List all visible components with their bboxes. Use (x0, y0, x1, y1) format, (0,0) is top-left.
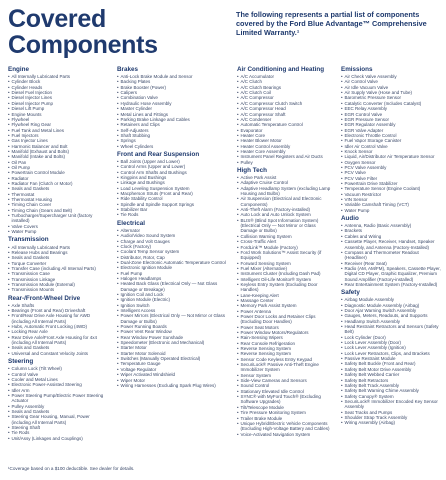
list-item: • Auto Lock and Auto Unlock System (237, 212, 333, 217)
component-columns (8, 66, 442, 466)
list-item: • Fuel Vapor Storage Canister (341, 138, 442, 143)
list-item: • Airbag Module Assembly (341, 297, 442, 302)
list-item: • Universal and Constant Velocity Joints (8, 351, 110, 356)
list-item: • Front/Rear Drive Axle Housing for AWD (including All Internal Parts) (8, 313, 110, 324)
list-item: • Gas Injector Lines (8, 138, 110, 143)
list-item: • Safety Belt Webbed Carrier (341, 372, 442, 377)
component-list (341, 297, 442, 425)
list-item: • Locking Rear Axle (8, 329, 110, 334)
list-item: • Safety Belt Retractors (341, 378, 442, 383)
section-title: Air Conditioning and Heating (237, 66, 325, 73)
list-item: • Lane-Keeping Alert (237, 293, 333, 298)
list-item: • Safety Belt Track Assembly (341, 383, 442, 388)
page-title (8, 6, 158, 58)
list-item: • Reverse Sensing System (237, 346, 333, 351)
section (8, 236, 110, 292)
list-item: • Thermostat (8, 192, 110, 197)
list-item: • Power Steering Pump/Electric Power Steering Actuator (8, 393, 110, 404)
list-item: • PCV Valve Assembly (341, 165, 442, 170)
list-item: • Cassette Player, Receiver, Handset, Speaker Assembly, and Antenna (Factory-Installed) (341, 239, 442, 250)
section-title: Rear-/Front-Wheel Drive (8, 294, 81, 302)
list-item: • Hydraulic Hose Assembly (117, 101, 229, 106)
list-item: • Sensor System (237, 373, 333, 378)
list-item: • Speedometer (Electronic and Mechanical) (117, 340, 229, 345)
section (8, 295, 110, 357)
list-item: • Compass and Thermometer Readout (Headliner) (341, 250, 442, 261)
list-item: • Air Suspension (Electrical and Electronic Components) (237, 196, 333, 207)
section (117, 151, 229, 218)
list-item: • Turbocharger/Supercharger Unit (factory installed) (8, 213, 110, 224)
list-item: • Air Supply Valve (Hose and Tube) (341, 90, 442, 95)
list-item: • Kingpins and Bushings (117, 175, 229, 180)
list-item: • Timing Chain Cover (8, 202, 110, 207)
list-item: • Electronic Power-Assisted Steering (8, 382, 110, 387)
list-item: • Electronic Throttle Control (341, 133, 442, 138)
list-item: • Combination Valve (117, 95, 229, 100)
list-item: • Ride Stability Control (117, 196, 229, 201)
list-item: • Temperature Gauge (117, 361, 229, 366)
list-item: • All Internally Lubricated Parts (8, 245, 110, 250)
list-item: • Spindle and Spindle Support Springs (117, 202, 229, 207)
list-item: • Unique Hybrid/Electric Vehicle Components (Excluding High-Voltage Battery and Cables) (237, 421, 333, 432)
list-item: • Steering Gear Housing, Manual, Power (including All Internal Parts) (8, 414, 110, 425)
list-item: • Anti-Lock Brake Module and Sensor (117, 74, 229, 79)
list-item: • Ball Joints (Upper and Lower) (117, 159, 229, 164)
list-item: • Cylinder Heads (8, 85, 110, 90)
list-item: • Brackets (341, 228, 442, 233)
section (117, 220, 229, 388)
section-title: Safety (341, 289, 360, 297)
section (237, 167, 333, 437)
list-item: • PCV Valve Filter (341, 176, 442, 181)
list-item: • Release Hubs and Bearings (8, 250, 110, 255)
list-item: • Pulley Assembly (8, 404, 110, 409)
list-item: • Rear Console Refrigeration (237, 341, 333, 346)
list-item: • Catalytic Converter (Includes Catalyst) (341, 101, 442, 106)
list-item: • Gauges, Meters, Readouts, and Supports (341, 313, 442, 318)
list-item: • Instrument Panel Registers and Air Ducts (237, 154, 333, 159)
list-item: • Rear Entertainment System (Factory-Installed) (341, 282, 442, 287)
list-item: • Valve Covers (8, 224, 110, 229)
list-item: • Reverse Sensing System (237, 351, 333, 356)
list-item: • Power Running Boards (117, 324, 229, 329)
list-item: • Heater Blower Motor (237, 138, 333, 143)
list-item: • Backing Plates (117, 79, 229, 84)
section (341, 66, 442, 213)
component-list (8, 245, 110, 293)
list-item: • Trailer Brake Module (237, 416, 333, 421)
list-item: • Seals and Gaskets (8, 255, 110, 260)
list-item: • Dual-Zone Electronic Automatic Temperature Control (117, 260, 229, 265)
list-item: • SYNC® with MyFord Touch® (Excluding Software Upgrades) (237, 394, 333, 405)
list-item: • Power Antenna (237, 309, 333, 314)
list-item: • Ignition Module (Electric) (117, 297, 229, 302)
list-item: • A/C Compressor Shaft (237, 112, 333, 117)
list-item: • Stabilizer Bar (117, 207, 229, 212)
list-item: • Axle Shafts (8, 303, 110, 308)
column-4 (341, 66, 442, 466)
list-item: • Cables and Wiring (341, 234, 442, 239)
list-item: • VIN Sensor (341, 197, 442, 202)
list-item: • Head Restraint Retractors and Sensors (Safety Belt) (341, 324, 442, 335)
list-item: • All Internally Lubricated Parts (8, 74, 110, 79)
list-item: • Wiring Harnesses (Excluding Spark Plug Wires) (117, 383, 229, 388)
list-item: • Coolant Temp Sensor system (117, 249, 229, 254)
list-item: • Cylinder Block (8, 79, 110, 84)
list-item: • Starter Motor Solenoid (117, 351, 229, 356)
list-item: • Heater Core Assembly (237, 149, 333, 154)
list-item: • Automatic Temperature Control (237, 122, 333, 127)
list-item: • Lock Lever Assembly (Ignition) (341, 345, 442, 350)
list-item: • Retainers and Clips (117, 122, 229, 127)
list-item: • Intelligent Access (117, 308, 229, 313)
list-item: • SecuriLock® Passive Anti-Theft Engine Immobilizer System (237, 362, 333, 373)
list-item: • Idler Air Control Valve (341, 144, 442, 149)
list-item: • Lock Cylinder (Door) (341, 335, 442, 340)
list-item: • A/C Clutch Coil (237, 90, 333, 95)
list-item: • Wiring Assembly (Airbag) (341, 420, 442, 425)
list-item: • Tie Rods (117, 212, 229, 217)
list-item: • Wheel Cylinders (117, 144, 229, 149)
section (8, 358, 110, 441)
list-item: • Wiper Motor (117, 378, 229, 383)
list-item: • Unit/Assy (Linkages and Couplings) (8, 436, 110, 441)
list-item: • Vacuum Restrictor (341, 192, 442, 197)
list-item: • Heated Back Glass (Electrical Only — Not Glass Damage or Breakage) (117, 281, 229, 292)
list-item: • Variable Camshaft Timing (VCT) (341, 202, 442, 207)
list-item: • Transmission Mounts (8, 287, 110, 292)
list-item: • Massage Center (237, 298, 333, 303)
list-item: • Side-View Cameras and Sensors (237, 378, 333, 383)
list-item: • Manifold (Intake and Bolts) (8, 154, 110, 159)
column-2 (117, 66, 229, 466)
section-title: Audio (341, 215, 359, 223)
list-item: • Collision Warning System (237, 234, 333, 239)
list-item: • Wiper Activated Windshield (117, 372, 229, 377)
list-item: • Manifold (Exhaust and Bolts) (8, 149, 110, 154)
list-item: • Fuel Injectors (8, 133, 110, 138)
list-item: • EGR Valve Adapter (341, 128, 442, 133)
list-item: • Switches (Manually Operated Electrical) (117, 356, 229, 361)
component-list (8, 366, 110, 441)
component-list (341, 74, 442, 213)
section-title: Electrical (117, 219, 146, 227)
list-item: • Power Mirrors (Electrical Only — Not Mirror or Glass Damage or Bulbs) (117, 313, 229, 324)
list-item: • Oil Pump (8, 165, 110, 170)
page-header (0, 0, 446, 64)
list-item: • Transfer Case (including All Internal Parts) (8, 266, 110, 271)
list-item: • A/C Accumulator (237, 74, 333, 79)
list-item: • Harmonic Balancer and Bolt (8, 144, 110, 149)
list-item: • Transmission Linkage (8, 277, 110, 282)
section-title: High Tech (237, 166, 267, 174)
list-item: • Receiver (Rear Seat) (341, 261, 442, 266)
intro-text: The following represents a partial list of components covered by the Ford Blue Advantage™ Comprehensive Limited Warranty.¹ (236, 10, 427, 37)
list-item: • Master Cylinder (117, 106, 229, 111)
list-item: • Fuel Mixer (Alternative) (237, 266, 333, 271)
section-title: Emissions (341, 66, 373, 73)
section (117, 66, 229, 149)
list-item: • Knock Sensor (341, 149, 442, 154)
component-list (117, 228, 229, 388)
list-item: • PCV Valve (341, 170, 442, 175)
list-item: • Lock Lever Retractors, Clips, and Brackets (341, 351, 442, 356)
list-item: • Springs (117, 138, 229, 143)
list-item: • Steering Shaft (8, 425, 110, 430)
list-item: • A/C Compressor (237, 95, 333, 100)
list-item: • Lock Lever Assembly (Door) (341, 340, 442, 345)
list-item: • Keyless Entry System (Excluding Door Handles) (237, 282, 333, 293)
list-item: • Starter Motor (117, 345, 229, 350)
section-title: Steering (8, 358, 34, 366)
list-item: • A/C Compressor Head (237, 106, 333, 111)
list-item: • Oil Pan (8, 160, 110, 165)
list-item: • Voltage Regulator (117, 367, 229, 372)
section (8, 66, 110, 234)
list-item: • Brake Booster (Power) (117, 85, 229, 90)
list-item: • Electronic Ignition Module (117, 265, 229, 270)
column-3 (237, 66, 333, 466)
list-item: • Shoulder Strap Track Assembly (341, 415, 442, 420)
list-item: • Active Park Assist (237, 175, 333, 180)
list-item: • Charge and Volt Gauges (117, 239, 229, 244)
list-item: • Alternator (117, 228, 229, 233)
list-item: • Tie Rods (8, 430, 110, 435)
list-item: • Control Valve (8, 372, 110, 377)
list-item: • Ford Work Solutions™ Assist Security (if Equipped) (237, 250, 333, 261)
list-item: • FordLink™ Module (Factory) (237, 245, 333, 250)
section-title: Brakes (117, 66, 139, 73)
list-item: • Water Pump (341, 208, 442, 213)
list-item: • Power Seat Motors (237, 325, 333, 330)
list-item: • Adaptive Cruise Control (237, 180, 333, 185)
list-item: • Load Leveling Suspension System (117, 186, 229, 191)
list-item: • Metal Lines and Fittings (117, 112, 229, 117)
list-item: • Fuel Tank and Metal Lines (8, 128, 110, 133)
footnote: ¹Coverage based on a $100 deductible. See dealer for details. (8, 466, 135, 471)
component-list (237, 74, 333, 165)
list-item: • A/C Clutch Bearings (237, 85, 333, 90)
list-item: • Bearings (Front and Rear) Driveshaft (8, 308, 110, 313)
list-item: • Distributor, Rotor, Cap (117, 255, 229, 260)
list-item: • Air Control Valve (341, 79, 442, 84)
list-item: • Torque Converter (8, 261, 110, 266)
list-item: • Self-Adjusters (117, 128, 229, 133)
component-list (8, 303, 110, 356)
section (237, 66, 333, 165)
list-item: • SecuriLock® Immobilizer Encoded Key Sensor Assembly (341, 399, 442, 410)
list-item: • Heater Control Assembly (237, 144, 333, 149)
list-item: • A/C Compressor Clutch Switch (237, 101, 333, 106)
list-item: • Clock (Factory) (117, 244, 229, 249)
list-item: • Pulley (237, 160, 333, 165)
list-item: • Radio (AM, AM/FM), Speakers, Cassette Player, Digital CD Player, Graphic Equalizer, Premium Sound Amplifier (Factory-installed) (341, 266, 442, 282)
list-item: • Sound Control (237, 383, 333, 388)
list-item: • Calipers (117, 90, 229, 95)
list-item: • Instrument Cluster (Including Dash Pad) (237, 271, 333, 276)
component-list (117, 159, 229, 218)
list-item: • Seals and Gaskets (8, 345, 110, 350)
list-item: • Intelligent Oil-Life Monitor® System (237, 277, 333, 282)
list-item: • Air Check Valve Assembly (341, 74, 442, 79)
list-item: • Safety Canopy® System (341, 394, 442, 399)
list-item: • Column Lock (Tilt Wheel) (8, 366, 110, 371)
list-item: • Heater Core (237, 133, 333, 138)
list-item: • Sensor Code Keyless Entry Keypad (237, 357, 333, 362)
list-item: • Power Vent Rear Window (117, 329, 229, 334)
list-item: • Powertrain Drive Stabilizer (341, 181, 442, 186)
component-list (8, 74, 110, 234)
list-item: • EGR Control Valve (341, 112, 442, 117)
list-item: • Cross-Traffic Alert (237, 239, 333, 244)
list-item: • Macpherson Struts (Front and Rear) (117, 191, 229, 196)
list-item: • Fuel Pump (117, 271, 229, 276)
list-item: • Seals and Gaskets (8, 409, 110, 414)
list-item: • Diagnostic Module Assembly (Airbag) (341, 303, 442, 308)
list-item: • Voice-Activated Navigation System (237, 432, 333, 437)
list-item: • Safety Belt Buckle (Front and Rear) (341, 361, 442, 366)
list-item: • Power Door Locks and Retainer Clips (Excluding Door Handles) (237, 314, 333, 325)
list-item: • Shaft Stubbing (117, 133, 229, 138)
list-item: • Halogen Headlamps (117, 276, 229, 281)
list-item: • Cooler and Metal Lines (8, 377, 110, 382)
list-item: • Temperature Sensor (Engine Coolant) (341, 186, 442, 191)
list-item: • Parking Brake Linkage and Cables (117, 117, 229, 122)
component-list (237, 175, 333, 437)
component-list (341, 223, 442, 287)
list-item: • Adaptive Headlamp System (excluding Lamp Housing and Bulbs) (237, 186, 333, 197)
section-title: Front and Rear Suspension (117, 150, 200, 158)
list-item: • Diesel Injector Pump (8, 101, 110, 106)
list-item: • Seals and Gaskets (8, 186, 110, 191)
list-item: • Rain-Sensing Wipers (237, 335, 333, 340)
section (341, 289, 442, 425)
list-item: • Powertrain Control Module (8, 170, 110, 175)
list-item: • A/C Condenser (237, 117, 333, 122)
list-item: • Control Arm Shafts and Bushings (117, 170, 229, 175)
list-item: • Ignition Switch (117, 303, 229, 308)
list-item: • Power Window Motors/Regulators (237, 330, 333, 335)
list-item: • Stationary Elevated Idle Control (237, 389, 333, 394)
column-1 (8, 66, 110, 466)
list-item: • Transmission Case (8, 271, 110, 276)
page-title-line2: Components (8, 31, 158, 59)
list-item: • EEC Relay Assembly (341, 106, 442, 111)
list-item: • Air Idle Vacuum Valve (341, 85, 442, 90)
list-item: • Flywheel (8, 117, 110, 122)
list-item: • Water Pump (8, 229, 110, 234)
list-item: • Forward Sensing System (237, 261, 333, 266)
list-item: • Anti-Theft Alarm (Factory-installed) (237, 207, 333, 212)
list-item: • Diesel Fuel Injection (8, 90, 110, 95)
section-title: Transmission (8, 236, 49, 244)
list-item: • Barometric Pressure Sensor (341, 95, 442, 100)
list-item: • EGR Regulator Assembly (341, 122, 442, 127)
list-item: • Antenna, Radio (Basic Assembly) (341, 223, 442, 228)
list-item: • Memory Park Assist System (237, 303, 333, 308)
section (341, 215, 442, 287)
list-item: • Linkage and Bushings (117, 180, 229, 185)
list-item: • Oxygen Sensor (341, 160, 442, 165)
list-item: • Thermostat Housing (8, 197, 110, 202)
list-item: • Audio/Video Sound System (117, 233, 229, 238)
list-item: • Radiator (8, 176, 110, 181)
list-item: • Rear Window Power Sunshade (117, 335, 229, 340)
list-item: • Tilt/Telescope Module (237, 405, 333, 410)
list-item: • Transmission Module (External) (8, 282, 110, 287)
list-item: • EGR Pressure Sensor (341, 117, 442, 122)
list-item: • Ignition Coil and Lock (117, 292, 229, 297)
list-item: • Diesel Injector Lines (8, 95, 110, 100)
list-item: • Control Arms (Upper and Lower) (117, 164, 229, 169)
list-item: • Safety Belt Motor Drive Assembly (341, 367, 442, 372)
list-item: • Flywheel Ring Gear (8, 122, 110, 127)
list-item: • Diesel Lift Pump (8, 106, 110, 111)
list-item: • Idler Arm (8, 388, 110, 393)
section-title: Engine (8, 66, 29, 73)
list-item: • Seat Tracks and Pumps (341, 410, 442, 415)
component-list (117, 74, 229, 149)
page-title-line1: Covered (8, 5, 106, 33)
list-item: • BLIS® (Blind Spot Information System) (Electrical Only — Not Mirror or Glass Damage or Bulbs) (237, 218, 333, 234)
list-item: • Passive Restraint Module (341, 356, 442, 361)
list-item: • Door Ajar Warning Switch Assembly (341, 308, 442, 313)
list-item: • Engine Mounts (8, 112, 110, 117)
list-item: • Hubs, Automatic Front Locking (4WD) (8, 324, 110, 329)
list-item: • Tire Pressure Monitoring System (237, 410, 333, 415)
list-item: • A/C Clutch (237, 79, 333, 84)
list-item: • Radiator Fan (Clutch or Motor) (8, 181, 110, 186)
list-item: • Safety Belt Warning Chime Assembly (341, 388, 442, 393)
list-item: • Evaporator (237, 128, 333, 133)
list-item: • Timing Chain (Gears and Belt) (8, 208, 110, 213)
list-item: • Rear Drive Axle/Front Axle Housing for 4x4 (including All Internal Parts) (8, 335, 110, 346)
list-item: • Liquid, Air/Distributor Air Temperature Sensor (341, 154, 442, 159)
list-item: • Headlamp Switch Assembly (341, 319, 442, 324)
